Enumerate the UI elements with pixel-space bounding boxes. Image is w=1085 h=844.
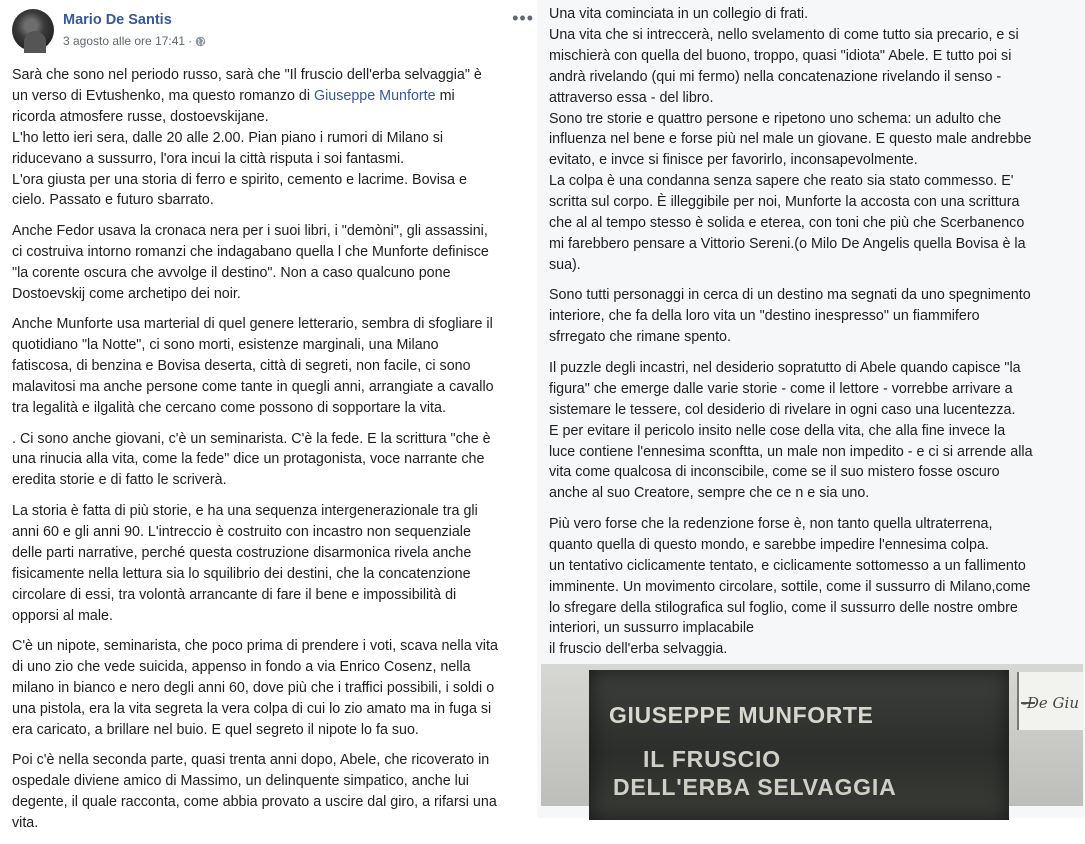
text-line — [12, 86, 534, 107]
text-line: figura" che emerge dalle varie storie - come il lettore - vorrebbe arrivare a — [549, 380, 1013, 397]
post-paragraph — [549, 358, 1079, 504]
text-line: interiore, che fa della loro vita un "destino inespresso" un fiammifero — [549, 308, 980, 325]
text-line: Il puzzle degli incastri, nel desiderio sopratutto di Abele quando capisce "la — [549, 359, 1021, 376]
post-paragraph — [12, 636, 534, 741]
text-line: fisicamente nella lettura sia lo squilibrio dei destini, che la concatenzione — [12, 565, 471, 582]
post-meta — [63, 34, 206, 48]
text-line: Sono tutti personaggi in cerca di un destino ma segnati da uno spegnimento — [549, 287, 1031, 304]
text-line: sfrregato che rimane spento. — [549, 329, 731, 346]
text-line: vita come qualcosa di inconscibile, come se il suo mistero fosse oscuro — [549, 464, 1000, 481]
mentioned-author-link[interactable]: Giuseppe Munforte — [314, 87, 436, 104]
text-line: Più vero forse che la redenzione forse è, non tanto quella ultraterrena, — [549, 515, 993, 532]
text-line: sua). — [549, 256, 581, 273]
text-line: La colpa è una condanna senza sapere che reato sia stato commesso. E' — [549, 173, 1014, 190]
post-paragraph — [549, 514, 1079, 660]
text-line: sistemare le tessere, col desiderio di rivelare in ogni caso una lucentezza. — [549, 401, 1016, 418]
text-line: mischierà con quella del buono, troppo, quasi "idiota" Abele. E tutto poi si — [549, 47, 1012, 64]
text-line: Una vita cominciata in un collegio di frati. — [549, 6, 809, 22]
text-line: lo sfregare della stilografica sul foglio, come il sussurro delle nostre ombre — [549, 599, 1018, 616]
book-cover-photo[interactable] — [541, 664, 1083, 806]
text-line: interiori, un sussurro implacabile — [549, 620, 755, 637]
book-title-line1: IL FRUSCIO — [643, 746, 781, 772]
post-paragraph — [549, 285, 1079, 348]
post-card — [0, 0, 537, 832]
signature-text: -De Giu — [1021, 694, 1079, 712]
text-line: influenza nel bene e forse più nel male un giovane. E questo male andrebbe — [549, 131, 1032, 148]
text-line: ricorda atmosfere russe, dostoevskijane. — [12, 108, 269, 125]
text-line: L'ho letto ieri sera, dalle 20 alle 2.00. Pian piano i rumori di Milano si — [12, 129, 444, 146]
post-paragraph — [12, 750, 534, 834]
text-line: "la corente oscura che avvolge il destino". Non a caso qualcuno pone — [12, 264, 451, 281]
post-paragraph — [12, 221, 534, 305]
text-line: ci costruiva intorno romanzi che indagabano quella l che Munforte definisce — [12, 243, 489, 260]
text-line: riducevano a sussurro, l'ora incui la città risputa i soi fantasmi. — [12, 150, 405, 167]
text-line: E per evitare il pericolo insito nelle cose della vita, che alla fine invece la — [549, 422, 1006, 439]
text-line: quotidiano "la Notte", ci sono morti, esistenze marginali, una Milano — [12, 337, 439, 354]
avatar[interactable] — [12, 9, 54, 51]
post-paragraph — [12, 501, 534, 626]
text-line: cielo. Passato e futuro sbarrato. — [12, 192, 214, 209]
text-line: che al al tempo stesso è solida e eterea, con toni che più che Scerbanenco — [549, 215, 1025, 232]
text-line: luce contiene l'ennesima sconftta, un male non impedito - e ci si arrende alla — [549, 443, 1033, 460]
text-segment: mi — [435, 87, 455, 104]
text-line: Anche Fedor usava la cronaca nera per i suoi libri, i "demòni", gli assassini, — [12, 223, 488, 240]
book-author: GIUSEPPE MUNFORTE — [609, 702, 874, 728]
post-paragraph — [12, 429, 534, 492]
meta-separator: · — [188, 34, 193, 48]
text-line: malavitosi ma anche persone come tante in quegli anni, arrangiate a cavallo — [12, 379, 494, 396]
text-line: C'è un nipote, seminarista, che poco prima di prendere i voti, scava nella vita — [12, 638, 498, 655]
text-line: evitato, e invce si finisce per favorirlo, inconsapevolmente. — [549, 152, 918, 169]
post-body-left — [12, 65, 534, 844]
text-line: scritta sul corpo. È illeggibile per noi, Munforte la accosta con una scrittura — [549, 194, 1020, 211]
text-line: degente, il quale racconta, come abbia provato a uscire dal giro, a rifarsi una — [12, 794, 497, 811]
post-body-right — [549, 4, 1079, 670]
post-paragraph — [549, 4, 1079, 276]
text-line: tra legalità e ilgalità che cercano come possono di sopportare la vita. — [12, 399, 446, 416]
text-line: vita. — [12, 815, 39, 832]
author-name[interactable]: Mario De Santis — [63, 12, 172, 28]
text-line: delle parti narrative, perché questa costruzione disarmonica rivela anche — [12, 544, 472, 561]
text-segment: un verso di Evtushenko, ma questo romanzo di — [12, 87, 314, 104]
post-paragraph — [12, 314, 534, 419]
post-timestamp[interactable]: 3 agosto alle ore 17:41 — [63, 34, 186, 48]
globe-icon[interactable] — [195, 36, 206, 47]
post-header — [12, 9, 532, 53]
post-paragraph — [12, 65, 534, 211]
text-line: Anche Munforte usa marterial di quel genere letterario, sembra di sfogliare il — [12, 316, 493, 333]
text-line: anche al suo Creatore, sempre che ce n e sia uno. — [549, 485, 870, 502]
text-line: L'ora giusta per una storia di ferro e spirito, cemento e lacrime. Bovisa e — [12, 171, 467, 188]
text-line: andrà rivelando (qui mi fermo) nella concatenazione rivelando il senso - — [549, 68, 1002, 85]
text-line: mi farebbero pensare a Vittorio Sereni.(o Milo De Angelis quella Bovisa è la — [549, 235, 1026, 252]
more-options-icon[interactable]: ••• — [512, 8, 534, 28]
text-line: opporsi al male. — [12, 607, 113, 624]
text-line: era caricato, a brillare nel buio. E quel segreto il nipote lo fa suo. — [12, 721, 419, 738]
text-line: circolare di essi, tra volontà arrancante di fare il bene e impossibilità di — [12, 586, 457, 603]
text-line: Una vita che si intreccerà, nello svelamento di come tutto sia precario, e si — [549, 26, 1019, 43]
text-line: Sono tre storie e quattro persone e ripetono uno schema: un adulto che — [549, 110, 1002, 127]
text-line: ospedale diviene amico di Massimo, un delinquente simpatico, anche lui — [12, 773, 469, 790]
text-line: fatiscosa, di benzina e Bovisa deserta, città di segreti, non facile, ci sono — [12, 358, 471, 375]
text-line: di uno zio che vede suicida, appenso in fondo a via Enrico Cosenz, nella — [12, 659, 471, 675]
book-title-line2: DELL'ERBA SELVAGGIA — [613, 774, 897, 800]
text-line: Dostoevskij come archetipo dei noir. — [12, 285, 241, 302]
text-line: un tentativo ciclicamente tentato, e ciclicamente sottomesso a un fallimento — [549, 557, 1026, 574]
handwritten-signature — [1017, 672, 1083, 730]
text-line: La storia è fatta di più storie, e ha una sequenza intergenerazionale tra gli — [12, 502, 478, 519]
text-line: attraverso essa - del libro. — [549, 89, 714, 106]
text-line: una pistola, era la vita segreta la vera colpa di cui lo zio amato ma in fuga si — [12, 700, 492, 717]
text-line: Poi c'è nella seconda parte, quasi trenta anni dopo, Abele, che ricoverato in — [12, 752, 490, 769]
text-line: eredita storie e di fatto le scriverà. — [12, 472, 227, 489]
text-line: anni 60 e gli anni 90. L'intreccio è costruito con incastro non sequenziale — [12, 523, 471, 540]
text-line: Sarà che sono nel periodo russo, sarà che "Il fruscio dell'erba selvaggia" è — [12, 67, 482, 83]
text-line: milano in bianco e nero degli anni 60, dove più che i traffici possibili, i soldi o — [12, 679, 495, 696]
text-line: . Ci sono anche giovani, c'è un seminarista. C'è la fede. E la scrittura "che è — [12, 430, 491, 447]
text-line: una rinucia alla vita, come la fede" dice un protagonista, voce narrante che — [12, 451, 485, 468]
text-line: quanto quella di questo mondo, e sarebbe impedire l'ennesima colpa. — [549, 536, 989, 553]
text-line: il fruscio dell'erba selvaggia. — [549, 641, 728, 658]
text-line: imminente. Un movimento circolare, sottile, come il sussurro di Milano,come — [549, 578, 1031, 595]
